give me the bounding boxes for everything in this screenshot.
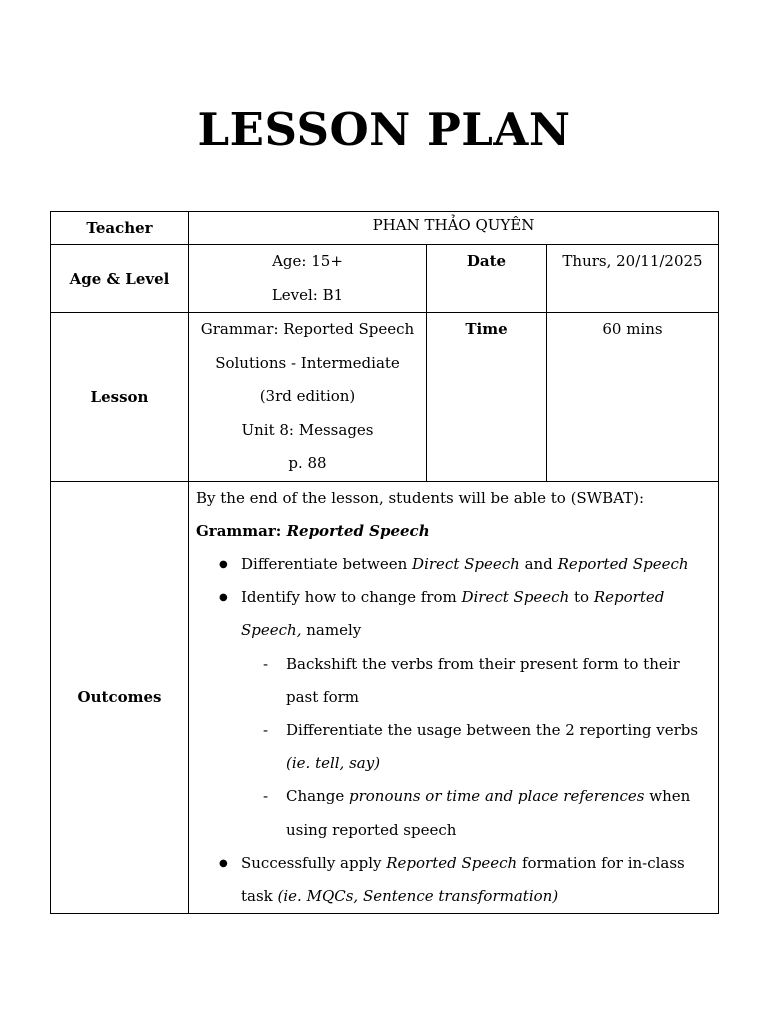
outcomes-label-cell (51, 481, 189, 914)
list-item (196, 847, 710, 913)
italic-span: Direct Speech (461, 588, 570, 607)
teacher-row (51, 212, 719, 245)
italic-span: (ie. MQCs, Sentence transformation) (277, 886, 559, 905)
date-label-cell (427, 245, 547, 313)
age-level-label-cell (51, 245, 189, 313)
outcomes-row (51, 481, 719, 914)
text-span: Successfully apply (241, 853, 387, 872)
sub-list-item (241, 780, 710, 846)
teacher-name: PHAN THẢO QUYÊN (372, 216, 535, 234)
text-span: Differentiate between (241, 554, 413, 573)
age-level-value-cell (189, 245, 427, 313)
lesson-line: Solutions - Intermediate (215, 353, 400, 372)
grammar-label: Grammar: (196, 521, 287, 540)
lesson-line: Grammar: Reported Speech (200, 320, 415, 338)
lesson-line: p. 88 (288, 454, 327, 472)
teacher-label: Teacher (86, 219, 153, 237)
text-span: namely (301, 621, 362, 640)
italic-span: Reported Speech, (241, 588, 665, 640)
age-level-label: Age & Level (69, 269, 170, 288)
italic-span: (ie. tell, say) (286, 754, 381, 773)
list-item (196, 548, 710, 581)
date-value-cell (547, 245, 719, 313)
teacher-value-cell (189, 212, 719, 245)
text-span: Identify how to change from (241, 588, 462, 607)
level-value: Level: B1 (271, 285, 344, 304)
age-value: Age: 15+ (272, 252, 343, 270)
sub-list-item: - Backshift the verbs from their present form to their past form (241, 648, 710, 714)
text-span: formation for in-class task (241, 853, 685, 905)
text-span: and (519, 554, 558, 573)
lesson-label-cell (51, 313, 189, 482)
time-label-cell (427, 313, 547, 482)
time-value-cell (547, 313, 719, 482)
time-value: 60 mins (602, 320, 663, 338)
italic-span: Direct Speech (412, 554, 520, 573)
date-value: Thurs, 20/11/2025 (562, 252, 703, 270)
sub-list (241, 648, 710, 847)
outcomes-label: Outcomes (77, 688, 162, 707)
lesson-row (51, 313, 719, 482)
lesson-line: Unit 8: Messages (241, 420, 374, 439)
text-span: to (569, 588, 594, 607)
lesson-value-cell (189, 313, 427, 482)
grammar-heading (196, 515, 710, 548)
grammar-topic: Reported Speech (286, 521, 430, 540)
text-span: when using reported speech (286, 787, 691, 839)
italic-span: pronouns or time and place references (349, 787, 645, 806)
text-span: Differentiate the usage between the 2 reporting verbs (286, 720, 699, 739)
text-span: Change (286, 787, 349, 806)
outcomes-intro: By the end of the lesson, students will be able to (SWBAT): (196, 488, 645, 507)
age-level-row (51, 245, 719, 313)
lesson-plan-table (50, 211, 719, 914)
page-title: LESSON PLAN (197, 103, 571, 156)
sub-list-item (241, 714, 710, 780)
lesson-line: (3rd edition) (259, 387, 356, 405)
italic-span: Reported Speech (386, 853, 518, 872)
teacher-label-cell (51, 212, 189, 245)
italic-span: Reported Speech (557, 554, 689, 573)
list-item (196, 581, 710, 847)
outcomes-list (196, 548, 710, 913)
time-label: Time (465, 320, 508, 338)
outcomes-value-cell (189, 481, 719, 914)
lesson-label: Lesson (90, 387, 149, 406)
date-label: Date (466, 252, 507, 270)
